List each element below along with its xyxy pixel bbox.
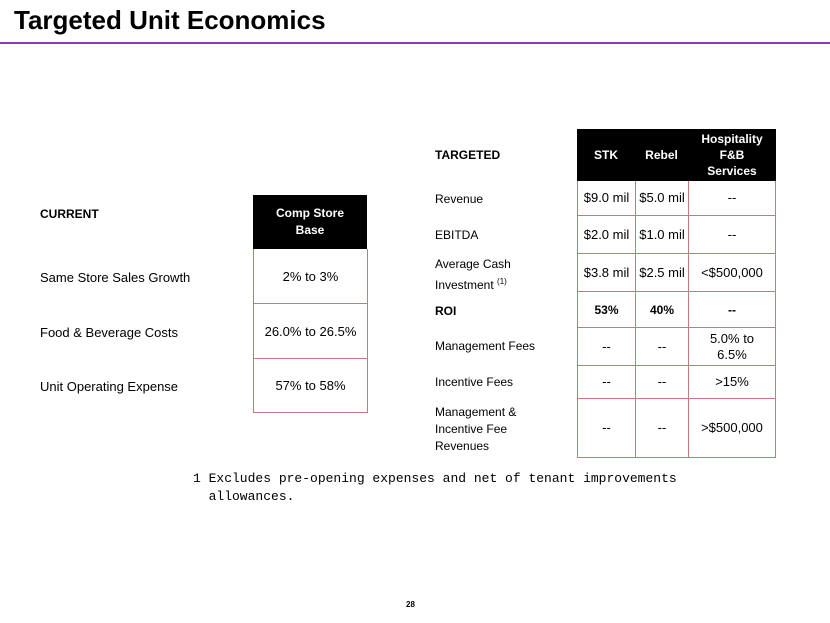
footnote <box>193 470 677 506</box>
cell-hospitality <box>689 328 775 366</box>
cell-rebel: 40% <box>636 292 688 328</box>
targeted-row-label: Incentive Fees <box>435 375 514 389</box>
comp-store-base-label: Comp Store Base <box>275 206 344 237</box>
targeted-row-label: Revenue <box>435 192 484 206</box>
column-header-hospitality <box>688 129 776 181</box>
cell-stk: -- <box>578 366 635 399</box>
cell-stk: 53% <box>578 292 635 328</box>
cell-rebel: -- <box>636 328 688 366</box>
current-row-label: Same Store Sales Growth <box>40 270 191 285</box>
current-row-value: 26.0% to 26.5% <box>253 304 368 359</box>
cell-hospitality: -- <box>689 181 775 216</box>
cell-stk: -- <box>578 328 635 366</box>
cell-rebel: -- <box>636 366 688 399</box>
avg-cash-investment-label: Average Cash Investment <box>435 257 511 292</box>
current-row-value: 2% to 3% <box>253 249 368 304</box>
cell-rebel: $5.0 mil <box>636 181 688 216</box>
current-column-header <box>253 195 367 249</box>
cell-stk: $2.0 mil <box>578 216 635 254</box>
cell-stk: $3.8 mil <box>578 254 635 292</box>
management-fee-range: 5.0% to 6.5% <box>709 330 755 362</box>
targeted-row-label: EBITDA <box>435 228 479 242</box>
cell-rebel: $1.0 mil <box>636 216 688 254</box>
current-row-value: 57% to 58% <box>253 358 368 413</box>
cell-stk: $9.0 mil <box>578 181 635 216</box>
targeted-row-label: Management & Incentive Fee Revenues <box>435 405 517 453</box>
footnote-line-1: 1 Excludes pre-opening expenses and net of tenant improvements <box>193 471 677 486</box>
footnote-line-2: allowances. <box>193 489 295 504</box>
current-heading: CURRENT <box>40 207 99 221</box>
hospitality-header-label: Hospitality F&B Services <box>701 132 763 178</box>
column-header-stk: STK <box>577 129 635 181</box>
cell-hospitality: <$500,000 <box>689 254 775 292</box>
title-divider <box>0 42 830 44</box>
targeted-row-label <box>435 256 555 294</box>
targeted-heading: TARGETED <box>435 148 501 162</box>
column-header-rebel: Rebel <box>635 129 688 181</box>
cell-rebel: $2.5 mil <box>636 254 688 292</box>
cell-hospitality: >$500,000 <box>689 399 775 458</box>
current-row-label: Unit Operating Expense <box>40 379 179 394</box>
page-title: Targeted Unit Economics <box>14 5 326 35</box>
targeted-row-label: Management Fees <box>435 339 536 353</box>
cell-stk: -- <box>578 399 635 458</box>
current-row-label: Food & Beverage Costs <box>40 325 179 340</box>
targeted-row-label: ROI <box>435 304 457 318</box>
cell-hospitality: >15% <box>689 366 775 399</box>
cell-hospitality: -- <box>689 216 775 254</box>
cell-hospitality: -- <box>689 292 775 328</box>
page-number: 28 <box>406 600 415 609</box>
footnote-mark: (1) <box>497 277 507 286</box>
grid-line <box>775 181 776 458</box>
cell-rebel: -- <box>636 399 688 458</box>
